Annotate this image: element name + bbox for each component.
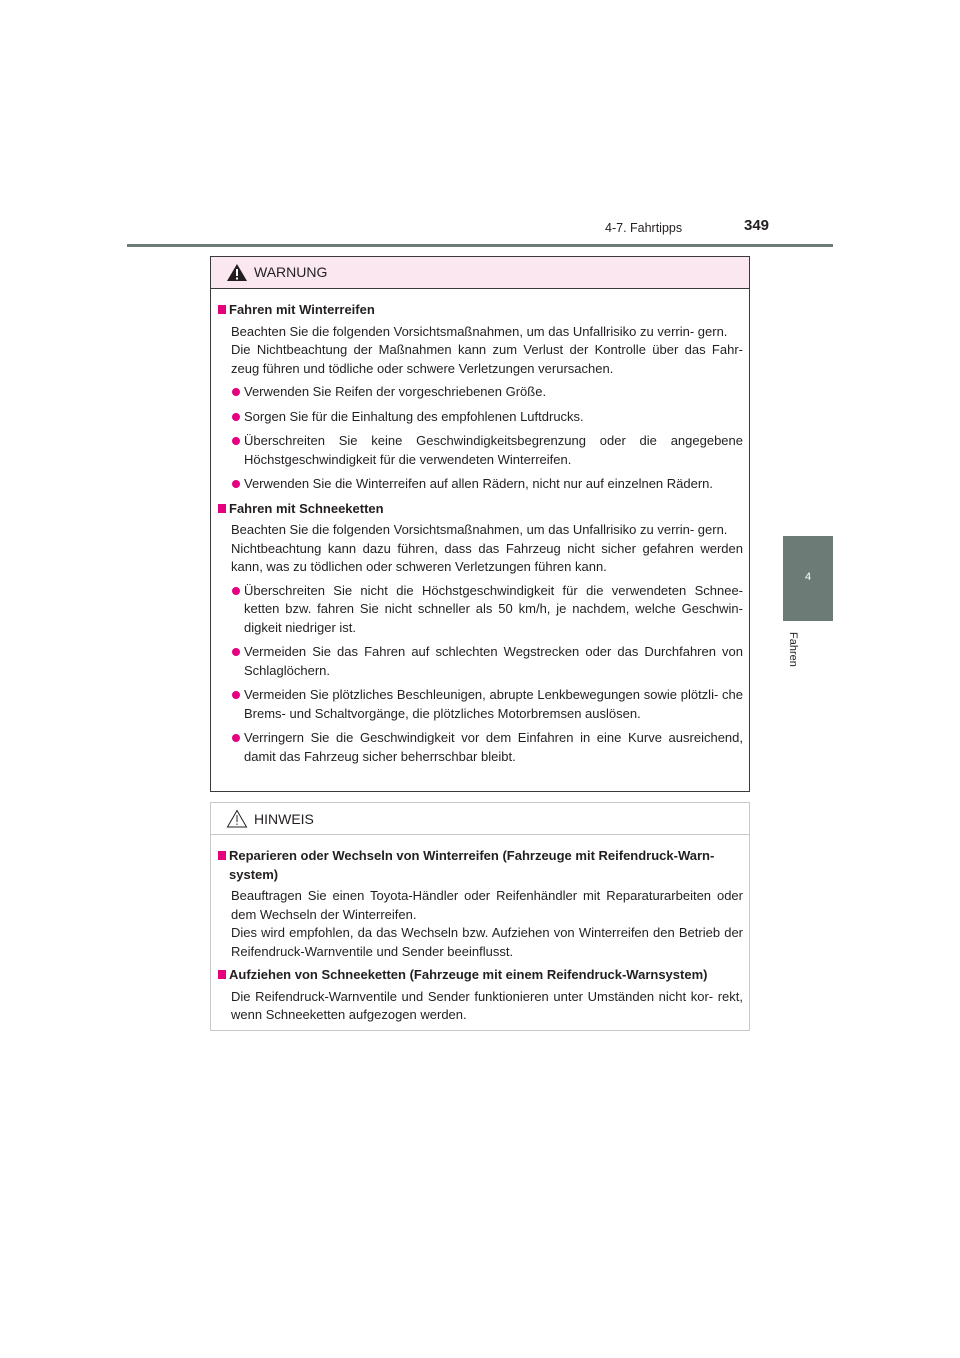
paragraph: Beachten Sie die folgenden Vorsichtsmaßnahmen, um das Unfallrisiko zu verrin- gern. Nichtbeachtung kann dazu führen, dass das Fahrzeug nicht sicher gefahren werden kann, was zu tödlichen oder schweren Verletzungen führen kann. xyxy=(231,522,743,574)
list-item: Überschreiten Sie nicht die Höchstgeschwindigkeit für die verwendeten Schnee- ketten bzw. fahren Sie nicht schneller als 50 km/h, je nachdem, welche Geschwin- digkeit niedriger ist. xyxy=(219,582,743,638)
chapter-number: 4 xyxy=(804,571,812,583)
section-heading: Aufziehen von Schneeketten (Fahrzeuge mit einem Reifendruck-Warnsystem) xyxy=(219,966,743,985)
warning-triangle-icon xyxy=(226,263,248,282)
paragraph: Die Reifendruck-Warnventile und Sender funktionieren unter Umständen nicht kor- rekt, wenn Schneeketten aufgezogen werden. xyxy=(231,988,743,1022)
circle-bullet-icon xyxy=(232,648,240,656)
list-item: Sorgen Sie für die Einhaltung des empfohlenen Luftdrucks. xyxy=(219,408,743,427)
page-number: 349 xyxy=(744,217,770,234)
paragraph: Beachten Sie die folgenden Vorsichtsmaßnahmen, um das Unfallrisiko zu verrin- gern. Die Nichtbeachtung der Maßnahmen kann zum Verlust der Kontrolle über das Fahr- zeug führen und tödliche oder schwere Verletzungen verursachen. xyxy=(231,323,743,376)
caution-triangle-icon xyxy=(226,809,248,828)
paragraph: Beauftragen Sie einen Toyota-Händler oder Reifenhändler mit Reparaturarbeiten oder dem Wechseln der Winterreifen. Dies wird empfohlen, da das Wechseln bzw. Aufziehen von Winterreifen den Betrieb der Reifendruck-Warnventile und Sender beeinflusst. xyxy=(231,888,743,959)
warning-body xyxy=(211,289,749,766)
list-item: Vermeiden Sie plötzliches Beschleunigen, abrupte Lenkbewegungen sowie plötzli- che Brems- und Schaltvorgänge, die plötzliches Motorbremsen auslösen. xyxy=(219,686,743,723)
section-heading: Fahren mit Schneeketten xyxy=(219,500,743,519)
list-item: Überschreiten Sie keine Geschwindigkeitsbegrenzung oder die angegebene Höchstgeschwindigkeit für die verwendeten Winterreifen. xyxy=(219,432,743,469)
square-bullet-icon xyxy=(218,504,226,513)
list-item: Verwenden Sie Reifen der vorgeschriebenen Größe. xyxy=(219,383,743,402)
circle-bullet-icon xyxy=(232,691,240,699)
list-item: Verwenden Sie die Winterreifen auf allen Rädern, nicht nur auf einzelnen Rädern. xyxy=(219,475,743,494)
notice-title: HINWEIS xyxy=(254,811,314,827)
section-heading: Fahren mit Winterreifen xyxy=(219,301,743,320)
notice-box xyxy=(210,802,750,1031)
circle-bullet-icon xyxy=(232,587,240,595)
chapter-label: Fahren xyxy=(787,632,799,667)
square-bullet-icon xyxy=(218,851,226,860)
warning-title: WARNUNG xyxy=(254,264,328,280)
header-rule xyxy=(127,244,833,247)
list-item: Verringern Sie die Geschwindigkeit vor dem Einfahren in eine Kurve ausreichend, damit das Fahrzeug sicher beherrschbar bleibt. xyxy=(219,729,743,766)
circle-bullet-icon xyxy=(232,734,240,742)
warning-header xyxy=(211,257,749,289)
section-heading: Reparieren oder Wechseln von Winterreifen (Fahrzeuge mit Reifendruck-Warn- system) xyxy=(219,847,743,884)
square-bullet-icon xyxy=(218,970,226,979)
section-title: 4-7. Fahrtipps xyxy=(605,221,683,235)
notice-body xyxy=(211,835,749,1025)
list-item: Vermeiden Sie das Fahren auf schlechten Wegstrecken oder das Durchfahren von Schlaglöchern. xyxy=(219,643,743,680)
circle-bullet-icon xyxy=(232,480,240,488)
notice-header xyxy=(211,803,749,835)
circle-bullet-icon xyxy=(232,413,240,421)
warning-box xyxy=(210,256,750,792)
square-bullet-icon xyxy=(218,305,226,314)
circle-bullet-icon xyxy=(232,437,240,445)
circle-bullet-icon xyxy=(232,388,240,396)
chapter-tab xyxy=(783,536,833,621)
